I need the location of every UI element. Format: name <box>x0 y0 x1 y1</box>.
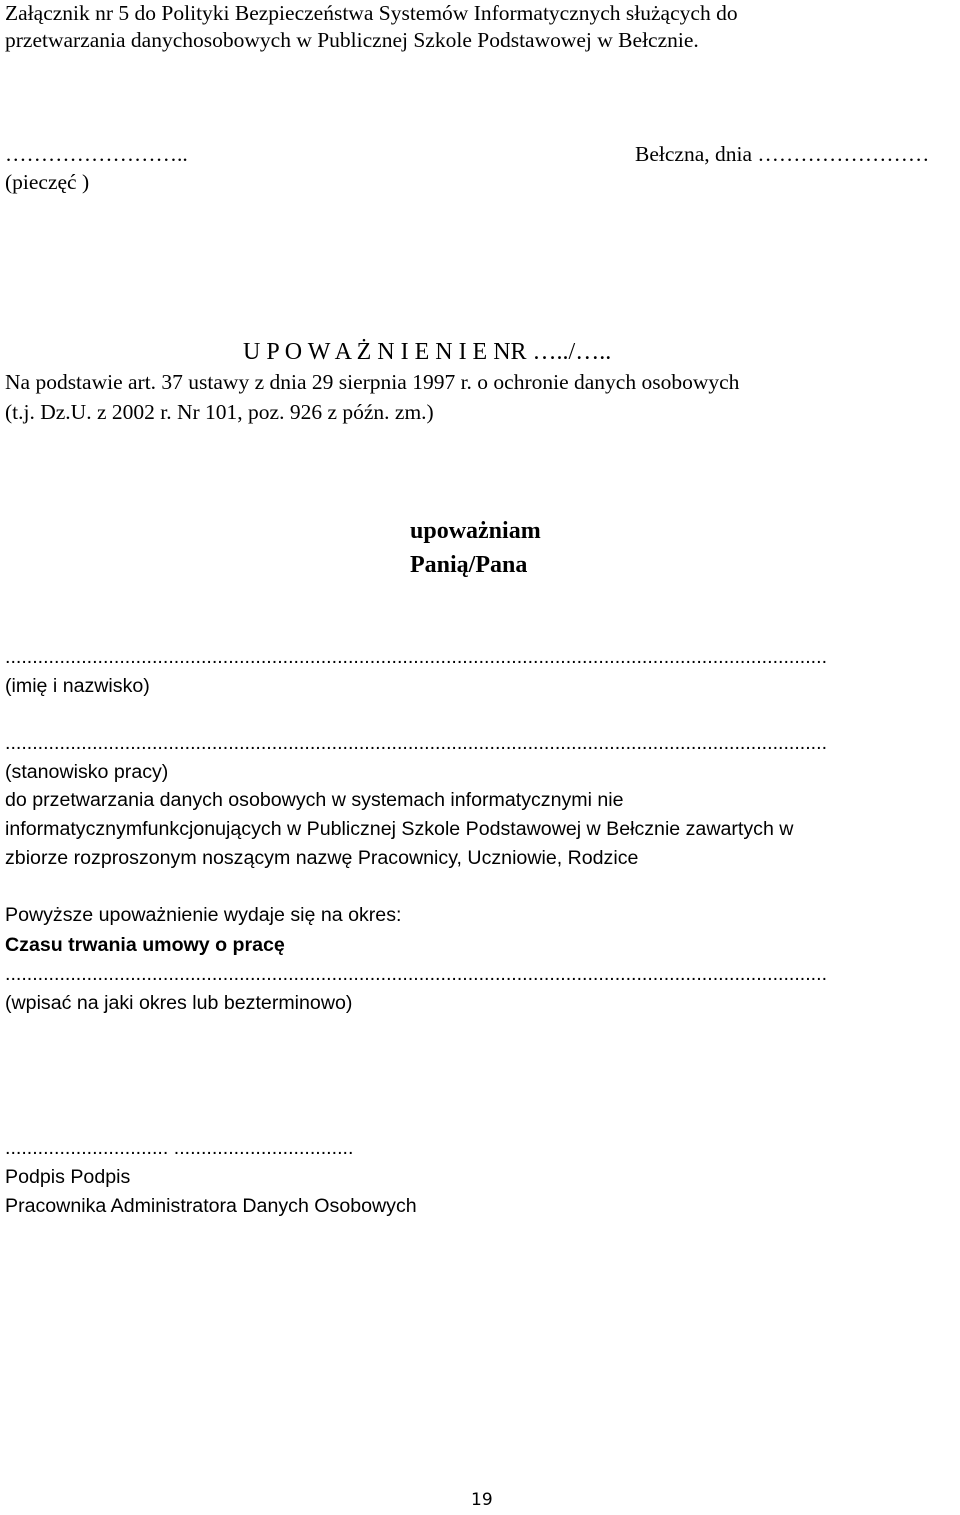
date-place: Bełczna, dnia …………………… <box>635 142 930 166</box>
scope-line-1: do przetwarzania danych osobowych w systemach informatycznymi nie <box>5 789 624 811</box>
name-label: (imię i nazwisko) <box>5 675 150 697</box>
position-dots: ....................................................................................................................................................... <box>5 734 828 754</box>
authorize-addressee: Panią/Pana <box>410 552 528 578</box>
stamp-dots: …………………….. <box>5 142 188 166</box>
signature-label: Podpis Podpis <box>5 1166 131 1188</box>
position-label: (stanowisko pracy) <box>5 761 169 783</box>
legal-basis-line-1: Na podstawie art. 37 ustawy z dnia 29 sierpnia 1997 r. o ochronie danych osobowych <box>5 370 740 394</box>
name-dots: ....................................................................................................................................................... <box>5 648 828 668</box>
document-title: U P O W A Ż N I E N I E NR …../….. <box>243 339 612 365</box>
legal-basis-line-2: (t.j. Dz.U. z 2002 r. Nr 101, poz. 926 z późn. zm.) <box>5 400 434 424</box>
scope-line-2: informatycznymfunkcjonujących w Publicznej Szkole Podstawowej w Bełcznie zawartych w <box>5 818 794 840</box>
page-number: 19 <box>471 1490 493 1510</box>
header-line-1: Załącznik nr 5 do Polityki Bezpieczeństwa Systemów Informatycznych służących do <box>5 1 738 25</box>
authorize-verb: upoważniam <box>410 518 541 544</box>
period-hint: (wpisać na jaki okres lub bezterminowo) <box>5 992 353 1014</box>
signature-role: Pracownika Administratora Danych Osobowych <box>5 1195 417 1217</box>
signature-dots: .............................. ................................. <box>5 1137 354 1159</box>
period-dots: ....................................................................................................................................................... <box>5 965 828 985</box>
period-value: Czasu trwania umowy o pracę <box>5 934 285 956</box>
scope-line-3: zbiorze rozproszonym noszącym nazwę Pracownicy, Uczniowie, Rodzice <box>5 847 639 869</box>
stamp-label: (pieczęć ) <box>5 170 90 194</box>
period-intro: Powyższe upoważnienie wydaje się na okres: <box>5 904 402 926</box>
header-line-2: przetwarzania danychosobowych w Publicznej Szkole Podstawowej w Bełcznie. <box>5 28 699 52</box>
